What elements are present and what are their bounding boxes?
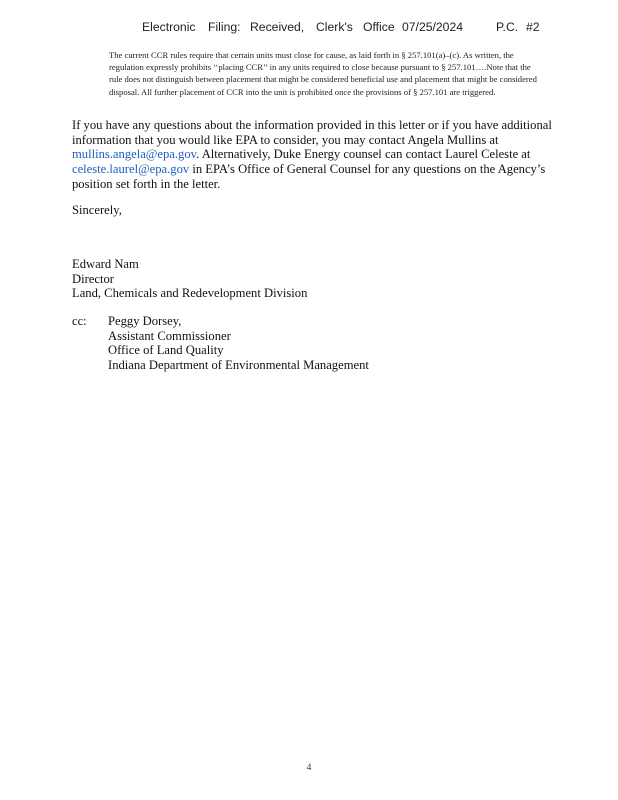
cc-label: cc: — [72, 314, 87, 328]
header-date: 07/25/2024 — [402, 20, 463, 34]
signer-division: Land, Chemicals and Redevelopment Division — [72, 286, 308, 301]
header-word-filing: Filing: — [208, 20, 241, 34]
email-link-celeste[interactable]: celeste.laurel@epa.gov — [72, 162, 190, 177]
signature-block — [72, 257, 307, 301]
header-pc: P.C. — [496, 20, 519, 34]
cc-recipient — [108, 314, 369, 372]
footnote — [109, 49, 545, 98]
paragraph-part-2: . Alternatively, Duke Energy counsel can contact Laurel Celeste at — [196, 147, 531, 162]
paragraph-part-3: in EPA’s Office of General Counsel for any questions on the Agency’s position set forth in the letter. — [72, 162, 546, 191]
cc-line: Assistant Commissioner — [108, 328, 231, 343]
cc-line: Office of Land Quality — [108, 343, 224, 358]
cc-line: Indiana Department of Environmental Management — [108, 357, 369, 372]
header-pc-number: #2 — [526, 20, 540, 34]
header-word-electronic: Electronic — [142, 20, 196, 34]
paragraph-part-1: If you have any questions about the information provided in this letter or if you have additional information that you would like EPA to consider, you may contact Angela Mullins at — [72, 118, 552, 147]
signer-title: Director — [72, 271, 114, 286]
email-link-mullins[interactable]: mullins.angela@epa.gov — [72, 147, 197, 162]
header-word-received: Received, — [250, 20, 305, 34]
page-number: 4 — [306, 763, 312, 773]
header-word-office: Office — [363, 20, 395, 34]
paragraph — [72, 118, 582, 192]
header-word-clerks: Clerk's — [316, 20, 353, 34]
closing: Sincerely, — [72, 203, 122, 217]
signer-name: Edward Nam — [72, 257, 139, 271]
footnote-text: The current CCR rules require that certain units must close for cause, as laid forth in § 257.101(a)–(c). As written, the regulation expressly prohibits ‘‘placing CCR’’ in any units required to close because pursuant to § 257.101….Note that the rule does not distinguish between placement that might be considered beneficial use and placement that might be considered disposal. All further placement of CCR into the unit is prohibited once the provisions of § 257.101 are triggered. — [109, 50, 537, 97]
contact-paragraph — [72, 118, 582, 192]
cc-line: Peggy Dorsey, — [108, 314, 182, 328]
